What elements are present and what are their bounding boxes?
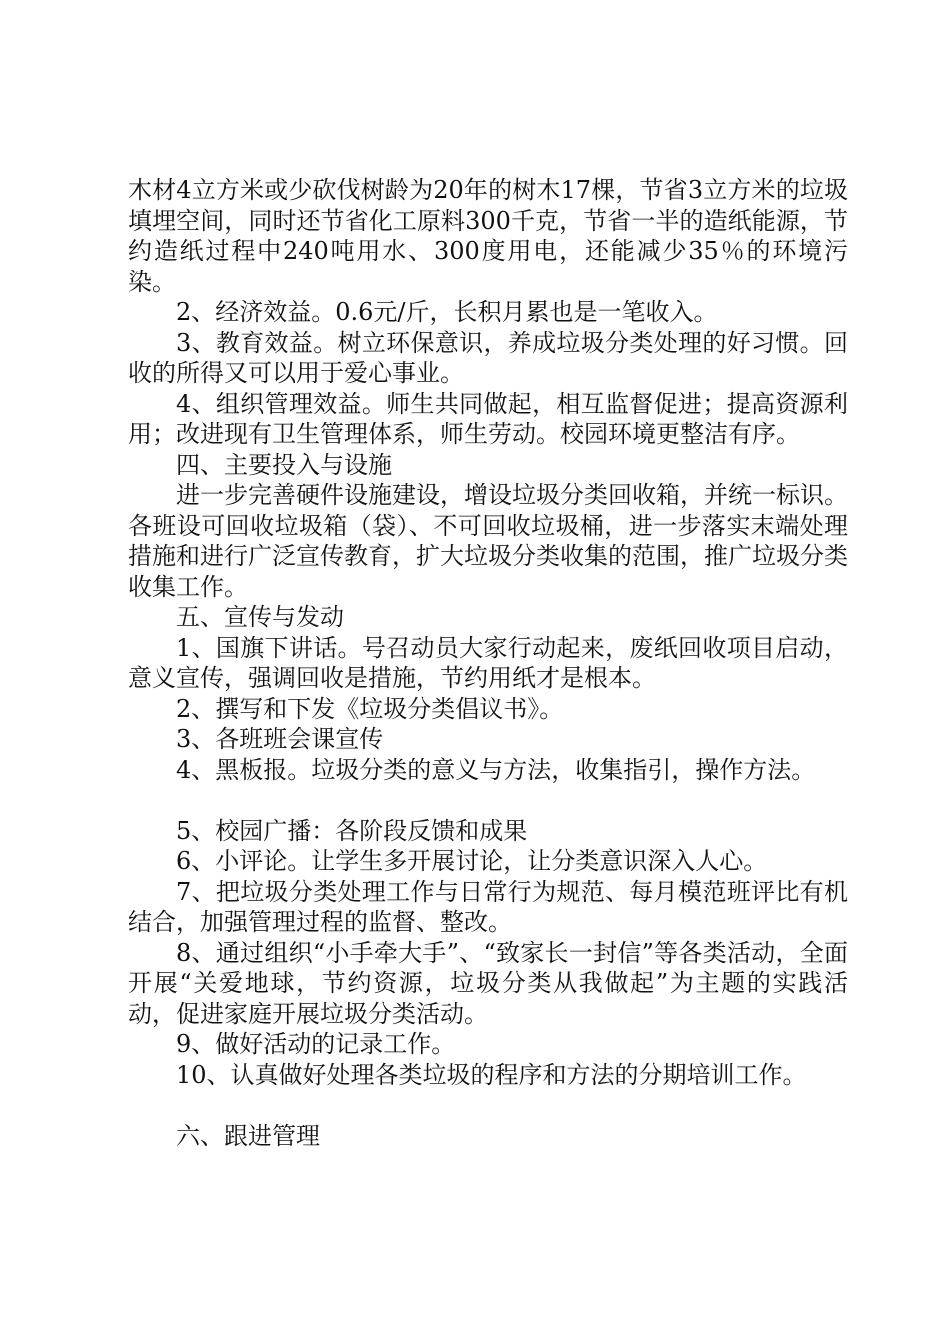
paragraph-10: 3、各班班会课宣传 <box>176 725 384 753</box>
document-body <box>128 175 848 1151</box>
paragraph-14: 6、小评论。让学生多开展讨论，让分类意识深入人心。 <box>176 847 768 875</box>
paragraph-6: 进一步完善硬件设施建设，增设垃圾分类回收箱，并统一标识。各班设可回收垃圾箱（袋）、不可回收垃圾桶，进一步落实末端处理措施和进行广泛宣传教育，扩大垃圾分类收集的范围，推广垃圾分类收集工作。 <box>128 481 848 601</box>
paragraph-13: 5、校园广播：各阶段反馈和成果 <box>176 816 528 845</box>
paragraph-1: 木材4立方米或少砍伐树龄为20年的树木17棵，节省3立方米的垃圾填埋空间，同时还节省化工原料300千克，节省一半的造纸能源，节约造纸过程中240吨用水、300度用电，还能减少35％的环境污染。 <box>128 176 848 296</box>
paragraph-4: 4、组织管理效益。师生共同做起，相互监督促进；提高资源利用；改进现有卫生管理体系，师生劳动。校园环境更整洁有序。 <box>128 389 848 448</box>
blank-line <box>128 785 848 816</box>
paragraph-15: 7、把垃圾分类处理工作与日常行为规范、每月模范班评比有机结合，加强管理过程的监督、整改。 <box>128 877 848 936</box>
section-heading-6: 六、跟进管理 <box>176 1121 320 1150</box>
paragraph-11: 4、黑板报。垃圾分类的意义与方法，收集指引，操作方法。 <box>176 755 816 784</box>
paragraph-9: 2、撰写和下发《垃圾分类倡议书》。 <box>176 694 564 723</box>
paragraph-8: 1、国旗下讲话。号召动员大家行动起来，废纸回收项目启动，意义宣传，强调回收是措施，节约用纸才是根本。 <box>128 633 848 692</box>
paragraph-3: 3、教育效益。树立环保意识，养成垃圾分类处理的好习惯。回收的所得又可以用于爱心事业。 <box>128 328 848 387</box>
paragraph-16: 8、通过组织“小手牵大手”、“致家长一封信”等各类活动，全面开展“关爱地球，节约资源，垃圾分类从我做起”为主题的实践活动，促进家庭开展垃圾分类活动。 <box>128 938 848 1028</box>
blank-line <box>128 1090 848 1121</box>
section-heading-5: 五、宣传与发动 <box>176 603 344 631</box>
section-heading-4: 四、主要投入与设施 <box>176 450 392 479</box>
paragraph-17: 9、做好活动的记录工作。 <box>176 1030 456 1058</box>
paragraph-18: 10、认真做好处理各类垃圾的程序和方法的分期培训工作。 <box>176 1060 807 1089</box>
paragraph-2: 2、经济效益。0.6元/斤，长积月累也是一笔收入。 <box>176 298 718 326</box>
